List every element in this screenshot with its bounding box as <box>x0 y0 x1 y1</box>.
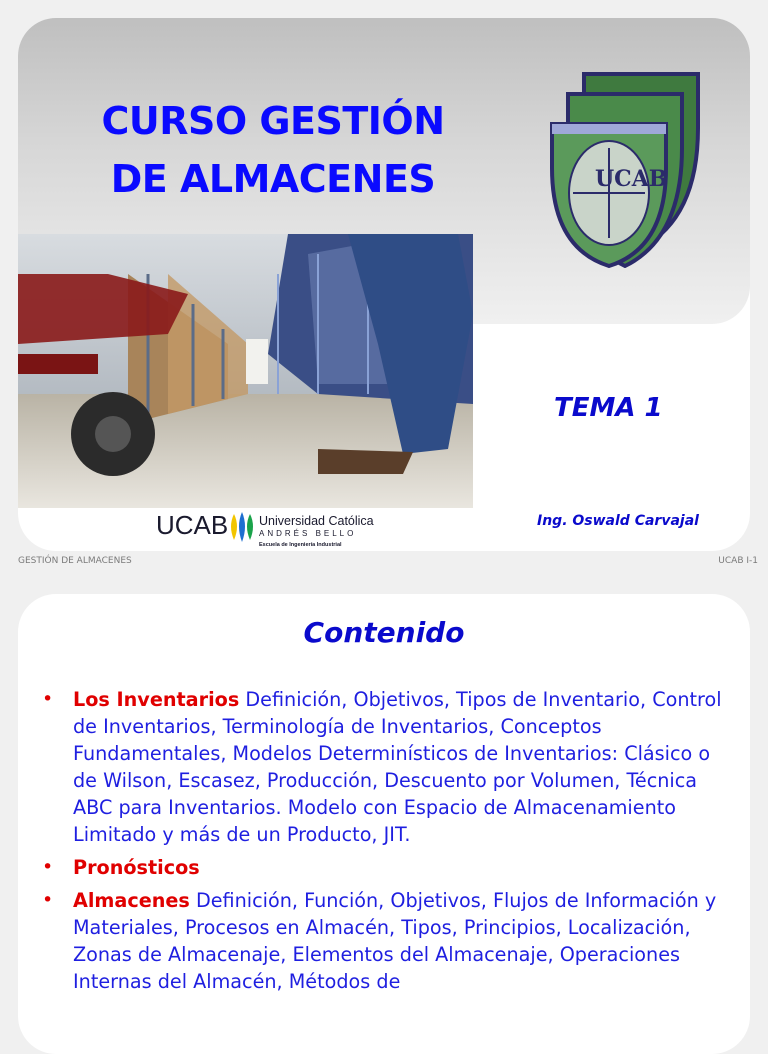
course-title-line1: CURSO GESTIÓN <box>101 99 445 143</box>
warehouse-photo <box>18 234 473 508</box>
logo-name2: ANDRÉS BELLO <box>259 529 357 538</box>
list-item <box>42 887 732 995</box>
item-text: Definición, Objetivos, Tipos de Inventario, Control de Inventarios, Terminología de Inventarios, Conceptos Fundamentales, Modelos Determinísticos de Inventarios: Clásico o de Wilson, Escasez, Producción, Descuento por Volumen, Técnica ABC para Inventarios. Modelo con Espacio de Almacenamiento Limitado y más de un Producto, JIT. <box>73 688 722 846</box>
title-slide <box>18 18 750 551</box>
item-heading: Los Inventarios <box>73 688 240 711</box>
ucab-logo <box>156 508 396 550</box>
logo-abbr: UCAB <box>156 510 229 540</box>
item-heading: Pronósticos <box>73 856 200 879</box>
contents-list <box>42 686 732 1001</box>
list-item <box>42 686 732 848</box>
university-crest-icon <box>548 68 708 268</box>
topic-label: TEMA 1 <box>554 393 663 423</box>
item-heading: Almacenes <box>73 889 190 912</box>
svg-text:UCAB: UCAB <box>595 166 668 192</box>
footer-slide-number: UCAB I-1 <box>718 556 758 566</box>
footer-course-name: GESTIÓN DE ALMACENES <box>18 556 132 566</box>
bullet-icon: • <box>42 688 54 710</box>
logo-flames-icon <box>231 512 253 542</box>
item-text: Definición, Función, Objetivos, Flujos de Información y Materiales, Procesos en Almacén, Tipos, Principios, Localización, Zonas de Almacenaje, Elementos del Almacenaje, Operaciones Internas del Almacén, Métodos de <box>73 889 717 993</box>
course-title-line2: DE ALMACENES <box>110 157 436 201</box>
contents-slide <box>18 594 750 1054</box>
author-name: Ing. Oswald Carvajal <box>537 513 699 529</box>
contents-title: Contenido <box>303 616 465 649</box>
bullet-icon: • <box>42 889 54 911</box>
logo-name: Universidad Católica <box>259 514 374 528</box>
bullet-icon: • <box>42 856 54 878</box>
list-item <box>42 854 732 881</box>
logo-school: Escuela de Ingeniería Industrial <box>259 542 342 548</box>
course-title <box>78 92 468 208</box>
